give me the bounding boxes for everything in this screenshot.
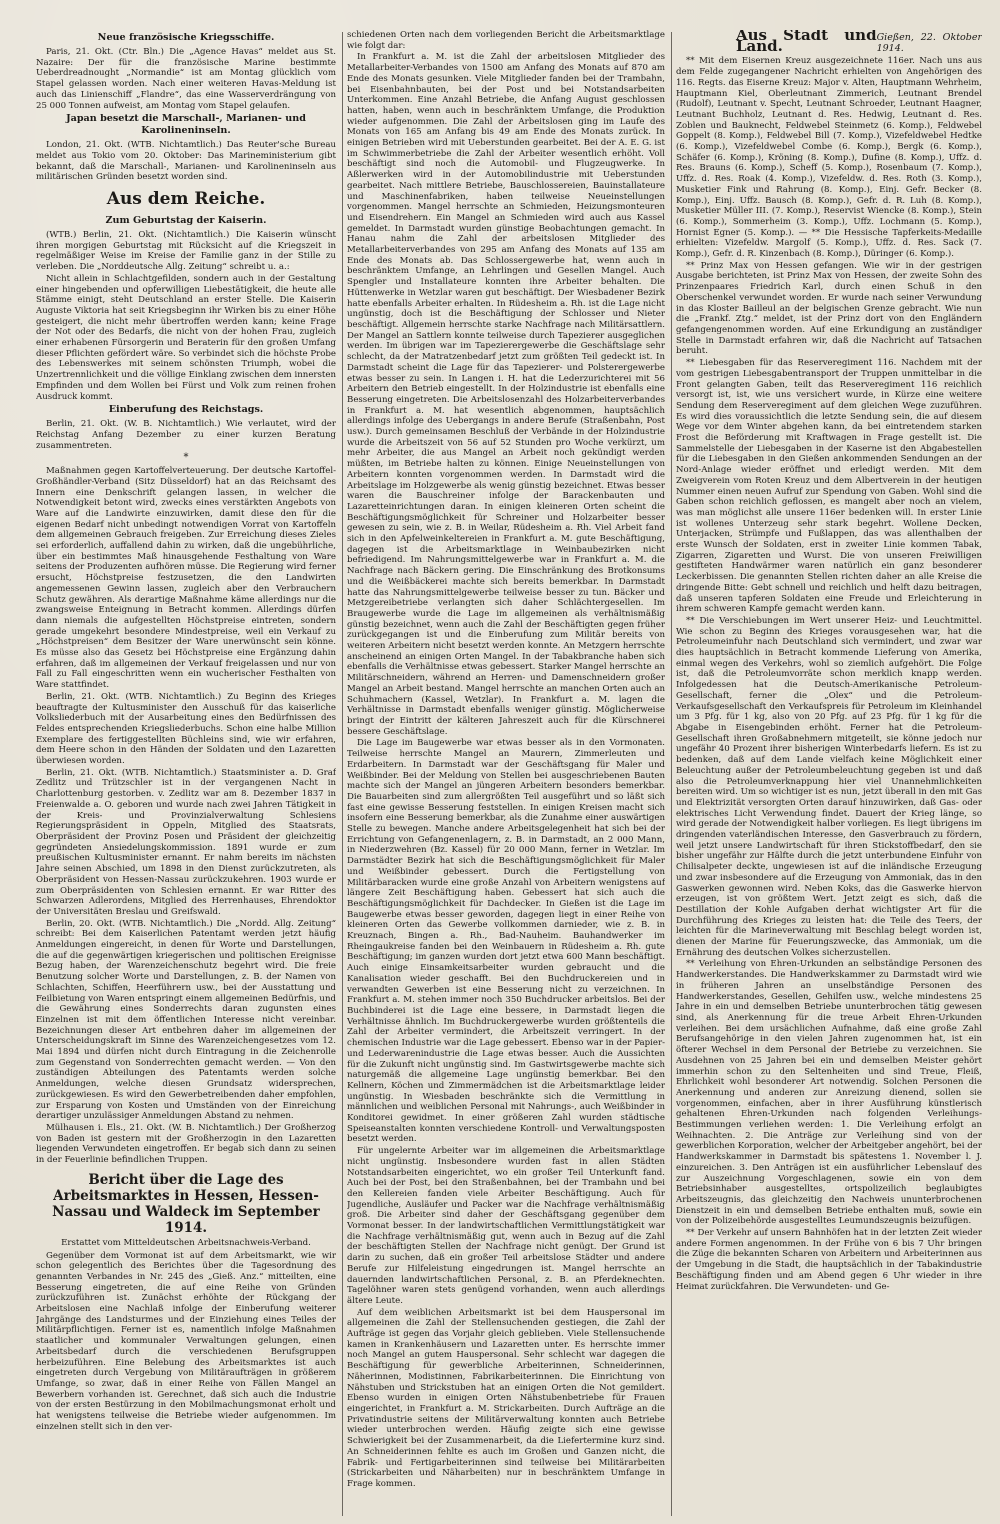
article-prinz-max: ** Prinz Max von Hessen gefangen. Wie wir in der gestrigen Ausgabe berichteten, ist Prinz Max von Hessen, der zweite Sohn des Prinzenpaares Friedrich Karl, durch einen Schuß in den Oberschenkel verwundet worden. Er wurde nach seiner Verwundung in das Kloster Bailleul an der belgischen Grenze gebracht. Wie nun die „Frankf. Ztg.“ meldet, ist der Prinz dort von den Engländern gefangengenommen worden. Auf eine Erkundigung an zuständiger Stelle in Darmstadt erfahren wir, daß die Nachricht auf Tatsachen beruht. <box>676 260 982 357</box>
column-right <box>676 30 982 1520</box>
article-paris: Paris, 21. Okt. (Ctr. Bln.) Die „Agence Havas“ meldet aus St. Nazaire: Der für die französische Marine bestimmte Ueberdreadnought „Normandie“ ist am Montag glücklich vom Stapel gelassen worden. Nach einer weiteren Havas-Meldung ist auch das Linienschiff „Flandre“, das eine Wasserverdrängung von 25 000 Tonnen aufweist, am Montag vom Stapel gelaufen. <box>36 47 336 111</box>
section-title-stadt: Aus Stadt und Land. <box>736 30 877 55</box>
column-middle <box>347 30 665 1520</box>
headline-geburtstag: Zum Geburtstag der Kaiserin. <box>105 215 267 227</box>
column-rule-1 <box>342 32 343 1516</box>
article-berlin-kultus: Berlin, 21. Okt. (WTB. Nichtamtlich.) Zu Beginn des Krieges beauftragte der Kultusminister den Ausschuß für das kaiserliche Volksliederbuch mit der Ausarbeitung eines den Bedürfnissen des Feldes entsprechenden Kriegsliederbuchs. Schon eine halbe Million Exemplare des fertiggestellten Büchleins sind, wie wir erfahren, dem Heere schon in den Händen der Soldaten und den Lazaretten überwiesen worden. <box>36 691 336 767</box>
separator-star: * <box>183 452 189 464</box>
article-ehrenurkunden: ** Verleihung von Ehren-Urkunden an selbständige Personen des Handwerkerstandes. Die Handwerkskammer zu Darmstadt wird wie in früheren Jahren an unselbständige Personen des Handwerkerstandes, Gesellen, Gehilfen usw., welche mindestens 25 Jahre in ein und demselben Betriebe ununterbrochen tätig gewesen sind, als Anerkennung für die treue Arbeit Ehren-Urkunden verleihen. Bei dem ursächlichen Aufnahme, daß eine große Zahl Berufsangehörige in den vielen Jahren zugenommen hat, ist ein öfterer Wechsel in dem Personal der Betriebe zu verzeichnen. Sie Ausdehnen von 25 Jahren bei ein und demselben Meister gehört immerhin schon zu den Seltenheiten und sind Treue, Fleiß, Ehrlichkeit wohl besonderer Art notwendig. Solchen Personen die Anerkennung und anderen zur Anreizung dienend, sollen sie vorgenommen, einfachen, aber in ihrer Ausführung künstlerisch gehaltenen Ehren-Urkunden nach folgenden Verleihungs-Bestimmungen verliehen werden: 1. Die Verleihung erfolgt an Weihnachten. 2. Die Anträge zur Verleihung sind von der gewerblichen Korporation, welcher der Arbeitgeber angehört, bei der Handwerkskammer in Darmstadt bis spätestens 1. November l. J. einzureichen. 3. Den Anträgen ist ein ausführlicher Lebenslauf des zur Auszeichnung Vorgeschlagenen, sowie ein von dem Betriebsinhaber ausgestelltes, ortspolizeilich beglaubigtes Arbeitszeugnis, das gleichzeitig den Nachweis ununterbrochenen Dienstzeit in ein und demselben Betriebe enthalten muß, sowie ein von der Polizeibehörde ausgestelltes Leumundszeugnis beizufügen. <box>676 959 982 1227</box>
column-left <box>36 30 336 1520</box>
dateline: Gießen, 22. Oktober 1914. <box>876 32 982 54</box>
column-rule-2 <box>671 32 672 1516</box>
headline-kriegsschiffe: Neue französische Kriegsschiffe. <box>97 32 275 43</box>
article-eisernes-kreuz: ** Mit dem Eisernen Kreuz ausgezeichnete 116er. Nach uns aus dem Felde zugegangener Nachricht erhielten von Angehörigen des 116. Regts. das Eiserne Kreuz: Major v. Alten, Hauptmann Wehrheim, Hauptmann Kiel, Oberleutnant Zimmerich, Leutnant Brendel (Rudolf), Leutnant v. Specht, Leutnant Schroeder, Leutnant Haagner, Leutnant Buchholz, Leutnant d. Res. Hedwig, Leutnant d. Res. Zoblen und Bauknecht, Feldwebel Steinmetz (6. Komp.), Feldwebel Goppelt (8. Komp.), Feldwebel Bill (7. Komp.), Vizefeldwebel Hedtke (6. Komp.), Vizefeldwebel Combe (6. Komp.), Bergk (6. Komp.), Schäfer (6. Komp.), Kröning (8. Komp.), Dufine (8. Komp.), Uffz. d. Res. Brauns (6. Komp.), Scheff (5. Komp.), Rosenbaum (7. Komp.), Uffz. d. Res. Roak (4. Komp.), Vizefeldw. d. Res. Roth (3. Komp.), Musketier Fink und Rahrung (8. Komp.), Einj. Gefr. Becker (8. Komp.), Einj. Uffz. Bausch (8. Komp.), Gefr. d. R. Luh (8. Komp.), Musketier Müller III. (7. Komp.), Reservist Wiencke (8. Komp.), Stein (6. Komp.), Sommerheim (3. Komp.), Uffz. Lochmann (5. Komp.), Hornist Egner (5. Komp.). — ** Die Hessische Tapferkeits-Medaille erhielten: Vizefeldw. Margolf (5. Komp.), Uffz. d. Res. Sack (7. Komp.), Gefr. d. R. Kinzenbach (8. Komp.), Düringer (6. Komp.). <box>676 56 982 260</box>
headline-japan: Japan besetzt die Marschall-, Marianen- und Karolineninseln. <box>66 113 306 137</box>
article-liebesgaben: ** Liebesgaben für das Reserveregiment 116. Nachdem mit der vom gestrigen Liebesgabentransport der Truppen unmittelbar in die Front gelangten Gaben, teilt das Reserveregiment 116 reichlich versorgt ist, ist, wie uns versichert wurde, in Kürze eine weitere Sendung dem Reserveregiment auf dem gleichen Wege zuzuführen. Es wird dies voraussichtlich die letzte Sendung sein, die auf diesem Wege vor dem Winter abgehen kann, da bei eintretendem starken Frost die Beförderung mit Kraftwagen in Frage gestellt ist. Die Sammelstelle der Liebesgaben in der Kaserne ist den Abgabestellen für die Liebesgaben in den Gießen ankommenden Sendungen an der Nord-Anlage wieder eröffnet und erledigt werden. Mit dem Zweigverein vom Roten Kreuz und dem Albertverein in der heutigen Nummer einen neuen Aufruf zur Spendung von Gaben. Wohl sind die Gaben schon reichlich geflossen, es mangelt aber noch an vielem, was man möglichst alle unsere 116er bedenken will. In erster Linie ist wollenes Unterzeug sehr stark begehrt. Wollene Decken, Unterjacken, Strümpfe und Fußlappen, das was allenthalben der erste Wunsch der Soldaten, erst in zweiter Linie kommen Tabak, Zigarren, Zigaretten und Wurst. Die von unseren Freiwilligen gestifteten Handwärmer waren natürlich ein ganz besonderer Leckerbissen. Die genannten Stellen richten daher an alle Kreise die dringende Bitte: Gebt schnell und reichlich und helft dazu beitragen, daß unseren tapferen Soldaten eine Freude und Erleichterung in ihrem schweren Kampfe gemacht werden kann. <box>676 358 982 615</box>
headline-reichstag: Einberufung des Reichstags. <box>108 404 264 416</box>
article-baugewerbe: Die Lage im Baugewerbe war etwas besser als in den Vormonaten. Teilweise herrschte Mangel an Maurern, Zimmerleuten und Erdarbeitern. In Darmstadt war der Geschäftsgang für Maler und Weißbinder. Bei der Meldung von Stellen bei ausgeschriebenen Bauten machte sich der Mangel an jüngeren Arbeitern besonders bemerkbar. Die Bauarbeiten sind zum allergrößten Teil ausgeführt und so läßt sich fast eine gewisse Besserung feststellen. In einigen Kreisen macht sich insofern eine Besserung bemerkbar, als die Zunahme einer auswärtigen Stelle zu bewegen. Manche andere Arbeitsgelegenheit hat sich bei der Errichtung von Gefangenenlagern, z. B. in Darmstadt, an 2 000 Mann, in Niederzwehren (Bz. Kassel) für 20 000 Mann, ferner in Wetzlar. Im Darmstädter Bezirk hat sich die Beschäftigungsmöglichkeit für Maler und Weißbinder gebessert. Durch die Fertigstellung von Militärbaracken wurde eine große Anzahl von Arbeitern wenigstens auf längere Zeit Beschäftigung haben. Gebessert hat sich auch die Beschäftigungsmöglichkeit für Dachdecker. In Gießen ist die Lage im Baugewerbe etwas besser geworden, dagegen liegt in einer Reihe von kleineren Orten das Gewerbe vollkommen darnieder, wie z. B. in Kreuznach, Bingen a. Rh., Bad-Nauheim. Bauhandwerker im Rheingaukreise fanden bei den Weinbauern in Rüdesheim a. Rh. gute Beschäftigung; im ganzen wurden dort jetzt etwa 600 Mann beschäftigt. Auch einige Einsamkeitsarbeiter wurden gebraucht und die Kanalisation wieder geschafft. Bei den Buchdruckereien und in verwandten Gewerben ist eine Besserung nicht zu verzeichnen. In Frankfurt a. M. stehen immer noch 350 Buchdrucker arbeitslos. Bei der Buchbinderei ist die Lage eine bessere, in Darmstadt liegen die Verhältnisse ähnlich. Im Buchdruckergewerbe wurden größtenteils die Zahl der Arbeiter vermindert, die Arbeitszeit verringert. In der chemischen Industrie war die Lage gebessert. Ebenso war in der Papier- und Lederwarenindustrie die Lage etwas besser. Auch die Aussichten für die Zukunft nicht ungünstig sind. Im Gastwirtsgewerbe machte sich naturgemäß die allgemeine Lage ungünstig bemerkbar. Bei den Kellnern, Köchen und Zimmermädchen ist die Arbeitsmarktlage leider ungünstig. In Wiesbaden beschränkte sich die Vermittlung in männlichen und weiblichen Personal mit Nahrungs-, auch Weißbinder in Konditorei gewidmet. In einer größeren Zahl wurden städtische Speiseanstalten konnten verschiedene Kontroll- und Verwaltungsposten besetzt werden. <box>347 738 665 1145</box>
article-intro-continued: schiedenen Orten nach dem vorliegenden Bericht die Arbeitsmarktlage wie folgt dar: <box>347 30 665 51</box>
article-frankfurt: In Frankfurt a. M. ist die Zahl der arbeitslosen Mitglieder des Metallarbeiter-Verbandes von 1500 am Anfang des Monats auf 870 am Ende des Monats gesunken. Viele Mitglieder fanden bei der Trambahn, bei Eisenbahnbauten, bei der Post und bei Notstandsarbeiten Unterkommen. Eine Anzahl Betriebe, die Anfang August geschlossen hatten, haben, wenn auch in beschränktem Umfange, die Produktion wieder aufgenommen. Die Zahl der Arbeitslosen ging im Laufe des Monats von 165 am Anfang bis 49 am Ende des Monats zurück. In einigen Betrieben wird mit Ueberstunden gearbeitet. Bei der A. E. G. ist im Schwimmerbetriebe die Zahl der Arbeiter wesentlich erhöht. Voll beschäftigt sind noch die Automobil- und Flugzeugwerke. In Aßlerwerken wird in der Automobilindustrie mit Ueberstunden gearbeitet. Nach mittlere Betriebe, Bauschlossereien, Bauinstallateure und Maschinenfabriken, haben teilweise Neueinstellungen vorgenommen. Mangel herrschte an Schmieden, Heizungsmonteuren und Eisendrehern. Ein Mangel an Schmieden wird auch aus Kassel gemeldet. In Darmstadt wurden günstige Beobachtungen gemacht. In Hanau nahm die Zahl der arbeitslosen Mitglieder des Metallarbeiterverbandes von 295 am Anfang des Monats auf 135 am Ende des Monats ab. Das Schlossergewerbe hat, wenn auch in beschränktem Umfange, an Lehrlingen und Gesellen Mangel. Auch Spengler und Installateure konnten ihre Arbeiter behalten. Die Hüttenwerke in Wetzlar waren gut beschäftigt. Der Wiesbadener Bezirk hatte ebenfalls Arbeiter erhalten. In Rüdesheim a. Rh. ist die Lage nicht ungünstig, doch ist die Beschäftigung der Schlosser und Nieter beschäftigt. Allgemein herrschte starke Nachfrage nach Militärsattlern. Der Mangel an Sattlern konnte teilweise durch Tapezierer ausgeglichen werden. Im übrigen war im Tapezierergewerbe die Geschäftslage sehr schlecht, da der Matratzenbedarf jetzt zum größten Teil gedeckt ist. In Darmstadt scheint die Lage für das Tapezierer- und Polsterergewerbe etwas besser zu sein. In Langen i. H. hat die Lederzurichterei mit 56 Arbeitern den Betrieb eingestellt. In der Holzindustrie ist ebenfalls eine Besserung eingetreten. Die Arbeitslosenzahl des Holzarbeiterverbandes in Frankfurt a. M. hat wesentlich abgenommen, hauptsächlich allerdings infolge des Uebergangs in andere Berufe (Straßenbahn, Post usw.). Durch gemeinsamen Beschluß der Verbände in der Holzindustrie wurde die Arbeitszeit von 56 auf 52 Stunden pro Woche verkürzt, um mehr Arbeiter, die aus Mangel an Arbeit noch gekündigt werden müßten, im Betriebe halten zu können. Einige Neueinstellungen von Arbeitern konnten vorgenommen werden. In Darmstadt wird die Arbeitslage im Holzgewerbe als wenig günstig bezeichnet. Etwas besser waren die Bauschreiner infolge der Barackenbauten und Lazaretteinrichtungen daran. In einigen kleineren Orten scheint die Beschäftigungsmöglichkeit für Schreiner und Holzarbeiter besser gewesen zu sein, wie z. B. in Weilar, Rüdesheim a. Rh. Viel Arbeit fand sich in den Apfelweinkeltereien in Frankfurt a. M. gute Beschäftigung, dagegen ist die Arbeitsmarktlage in Weinbaubezirken nicht befriedigend. Im Nahrungsmittelgewerbe war in Frankfurt a. M. die Nachfrage nach Bäckern gering. Die Einschränkung des Brotkonsums und die Weißbäckerei machte sich bereits bemerkbar. In Darmstadt hatte das Nahrungsmittelgewerbe teilweise besser zu tun. Bäcker und Metzgereibetriebe verlangten sich daher Schlächtergesellen. Im Braugewerbe wurde die Lage im allgemeinen als verhältnismäßig günstig bezeichnet, wenn auch die Zahl der Beschäftigten gegen früher zurückgegangen ist und die Einberufung zum Militär bereits von weiteren Arbeitern nicht besetzt werden konnte. An Metzgern herrschte anscheinend an einigen Orten Mangel. In der Tabakbranche haben sich ebenfalls die Verhältnisse etwas gebessert. Starker Mangel herrschte an Militärschneidern, während an Herren- und Damenschneidern großer Mangel an Arbeit bestand. Mangel herrschte an manchen Orten auch an Schuhmachern (Kassel, Wetzlar). In Frankfurt a. M. lagen die Verhältnisse in Darmstadt ebenfalls weniger günstig. Möglicherweise bringt der Eintritt der kälteren Jahreszeit auch für die Kürschnerei bessere Geschäftslage. <box>347 52 665 737</box>
article-bericht: Gegenüber dem Vormonat ist auf dem Arbeitsmarkt, wie wir schon gelegentlich des Berichtes über die Tagesordnung des genannten Verbandes in Nr. 245 des „Gieß. Anz.“ mitteilten, eine Besserung eingetreten, die auf eine Reihe von Gründen zurückzuführen ist. Zunächst erhöhte der Rückgang der Arbeitslosen eine Nachlaß infolge der Einberufung weiterer Jahrgänge des Landsturmes und der Einziehung eines Teiles der Militärpflichtigen. Ferner ist es, namentlich infolge Maßnahmen staatlicher und kommunaler Verwaltungen gelungen, einen Arbeitsbedarf durch die verschiedenen Berufsgruppen herbeizuführen. Eine Belebung des Arbeitsmarktes ist auch eingetreten durch Vergebung von Militäraufträgen in größerem Umfange, so zwar, daß in einer Reihe von Fällen Mangel an Bewerbern vorhanden ist. Gerechnet, daß sich auch die Industrie von der ersten Bestürzung in den Mobilmachungsmonat erholt und hat wenigstens teilweise die Betriebe wieder aufgenommen. Im einzelnen stellt sich in den ver- <box>36 1250 336 1432</box>
article-bahnhof-verkehr: ** Der Verkehr auf unsern Bahnhöfen hat in der letzten Zeit wieder andere Formen angenommen. In der Frühe von 6 bis 7 Uhr bringen die Züge die bekannten Scharen von Arbeitern und Arbeiterinnen aus der Umgebung in die Stadt, die hauptsächlich in der Tabakindustrie Beschäftigung finden und am Abend gegen 6 Uhr wieder in ihre Heimat zurückfahren. Die Verwundeten- und Ge- <box>676 1228 982 1292</box>
article-berlin-patent: Berlin, 20. Okt. (WTB. Nichtamtlich.) Die „Nordd. Allg. Zeitung“ schreibt: Bei dem Kaiserlichen Patentamt werden jetzt häufig Anmeldungen eingereicht, in denen für Worte und Darstellungen, die auf die gegenwärtigen kriegerischen und politischen Ereignisse Bezug haben, der Warenzeichenschutz begehrt wird. Die freie Benutzung solcher Worte und Darstellungen, z. B. der Namen von Schlachten, Schiffen, Heerführern usw., bei der Ausstattung und Feilbietung von Waren entspringt einem allgemeinen Bedürfnis, und die Gewährung eines Sonderrechts daran zugunsten eines Einzelnen ist mit dem öffentlichen Interesse nicht vereinbar. Bezeichnungen dieser Art entbehren daher im allgemeinen der Unterscheidungskraft im Sinne des Warenzeichengesetzes vom 12. Mai 1894 und dürfen nicht durch Eintragung in die Zeichenrolle zum Gegenstand von Sonderrechten gemacht werden. — Von den zuständigen Abteilungen des Patentamts werden solche Anmeldungen, welche diesen Grundsatz widersprechen, zurückgewiesen. Es wird den Gewerbetreibenden daher empfohlen, zur Ersparung von Kosten und Umständen von der Einreichung derartiger unzulässiger Anmeldungen Abstand zu nehmen. <box>36 918 336 1122</box>
article-london: London, 21. Okt. (WTB. Nichtamtlich.) Das Reuter'sche Bureau meldet aus Tokio vom 20. Oktober: Das Marineministerium gibt bekannt, daß die Marschall-, Marianen- und Karolineninseln aus militärischen Gründen besetzt worden sind. <box>36 140 336 183</box>
section-header-stadt <box>676 30 982 54</box>
article-weiblich: Auf dem weiblichen Arbeitsmarkt ist bei dem Hauspersonal im allgemeinen die Zahl der Stellensuchenden gestiegen, die Zahl der Aufträge ist gegen das Vorjahr gleich geblieben. Viele Stellensuchende kamen in Krankenhäusern und Lazaretten unter. Es herrschte immer noch Mangel an gutem Hauspersonal. Sehr schlecht war dagegen die Beschäftigung für gewerbliche Arbeiterinnen, Schneiderinnen, Näherinnen, Modistinnen, Fabrikarbeiterinnen. Die Einrichtung von Nähstuben und Strickstuben hat an einigen Orten die Not gemildert. Ebenso wurden in einigen Orten Nähstubenbetriebe für Frauen eingerichtet, in Frankfurt a. M. Strickarbeiten. Durch Aufträge an die Privatindustrie seitens der Militärverwaltung konnten auch Betriebe wieder unterbrochen werden. Häufig zeigte sich eine gewisse Schwierigkeit bei der Zusammenarbeit, da die Liefertermine kurz sind. An Schneiderinnen fehlte es auch im Großen und Ganzen nicht, die Fabrik- und Fertigarbeiterinnen sind teilweise bei Militärarbeiten (Strickarbeiten und Näharbeiten) nur in beschränktem Umfange in Frage kommen. <box>347 1307 665 1489</box>
article-kaiserin-2: Nicht allein in Schlachtgefilden, sondern auch in der Gestaltung einer hingebenden und opferwilligen Liebestätigkeit, die heute alle Stämme einigt, steht Deutschland an erster Stelle. Die Kaiserin Auguste Viktoria hat seit Kriegsbeginn ihr Wirken bis zu einer Höhe gesteigert, die nicht mehr übertroffen werden kann; keine Frage der Not oder des Bedarfs, die nicht von der hohen Frau, zugleich einer erhabenen Fürsorgerin und Beraterin für den großen Umfang dieser Pflichten gefördert wäre. So verbindet sich die höchste Probe des Lebenswerkes mit seinem schönsten Triumph, wobei die Unzertrennlichkeit und die völlige Einklang zwischen dem innersten Empfinden und dem Wollen bei Fürst und Volk zum reinen frohen Ausdruck kommt. <box>36 273 336 402</box>
article-kartoffel: Maßnahmen gegen Kartoffelverteuerung. Der deutsche Kartoffel-Großhändler-Verband (Sitz Düsseldorf) hat an das Reichsamt des Innern eine Denkschrift gelangen lassen, in welcher die Notwendigkeit betont wird, zwecks eines verstärkten Angebots von Ware auf die Landwirte einzuwirken, damit diese den für die eigenen Bedarf nicht unbedingt notwendigen Vorrat von Kartoffeln dem allgemeinen Gebrauch freigeben. Zur Erreichung dieses Zieles sei erforderlich, auffallend dahin zu wirken, daß die ungebührliche, über ein bestimmtes Maß hinausgehende Festhaltung von Ware seitens der Produzenten aufhören müsse. Die Regierung wird ferner ersucht, Höchstpreise festzusetzen, die den Landwirten angemessenen Gewinn lassen, zugleich aber den Verbrauchern Schutz gewähren. Als derartige Maßnahme käme allerdings nur die zwangsweise Enteignung in Betracht kommen. Allerdings dürfen dann niemals die aufgestellten Höchstpreise eintreten, sondern gerade umgekehrt besondere Mindestpreise, weil ein Verkauf zu „Höchstpreisen“ dem Besitzer der Ware unerwünscht sein könne. Es müsse also das Gesetz bei Höchstpreise eine Ergänzung dahin erfahren, daß im allgemeinen der Verkauf freigelassen und nur von Fall zu Fall eingeschritten wenn ein wucherischer Festhalten von Ware stattfindet. <box>36 466 336 691</box>
article-heizmittel: ** Die Verschiebungen im Wert unserer Heiz- und Leuchtmittel. Wie schon zu Beginn des Krieges vorausgesehen war, hat die Petroleumeinfuhr nach Deutschland sich vermindert, und zwar war dies hauptsächlich in Betracht kommende Lieferung von Amerika, einmal wegen des Verkehrs, wohl so ziemlich aufgehört. Die Folge ist, daß die Petroleumvorräte schon merklich knapp werden. Infolgedessen hat die Deutsch-Amerikanische Petroleum-Gesellschaft, ferner die „Olex“ und die Petroleum-Verkaufsgesellschaft den Verkaufspreis für Petroleum im Kleinhandel um 3 Pfg. für 1 kg, also von 20 Pfg. auf 23 Pfg. für 1 kg für die Abgabe in Eisengebinden erhöht. Ferner hat die Petroleum-Gesellschaft ihren Großabnehmern mitgeteilt, sie könne jedoch nur ungefähr 40 Prozent ihrer bisherigen Winterbedarfs liefern. Es ist zu bedenken, daß auf dem Lande vielfach keine Möglichkeit einer Beleuchtung außer der Petroleumbeleuchtung gegeben ist und daß also die Petroleumverknappung hier viel Unannehmlichkeiten bereiten wird. Um so wichtiger ist es nun, jetzt überall in den mit Gas und Elektrizität versorgten Orten darauf hinzuwirken, daß Gas- oder elektrisches Licht Verwendung findet. Dauert der Krieg länge, so wird gerade der Notwendigkeit halber vorliegen. Es liegt übrigens im dringenden vaterländischen Interesse, den Gasverbrauch zu fördern, weil jetzt unsere Landwirtschaft für ihren Stickstoffbedarf, den sie bisher ungefähr zur Hälfte durch die jetzt unterbundene Einfuhr von Chilisalpeter deckte, ungewiesen ist auf die inländische Erzeugung und zwar insbesondere auf die Erzeugung von Ammoniak, das in den Gaswerken gewonnen wird. Neben Koks, das die Gaswerke hiervon erzeugen, ist von größtem Wert. Jetzt zeigt es sich, daß die Destillation der Kohle Aufgaben derhat wichtigster Art für die Durchführung des Krieges zu leisten hat: die Teile des Teers, der leichten für die Marineverwaltung mit Beschlag belegt worden ist, dienen der Marine für Feuerungszwecke, das Ammoniak, um die Ernährung des deutschen Volkes sicherzustellen. <box>676 615 982 958</box>
article-ungelernt: Für ungelernte Arbeiter war im allgemeinen die Arbeitsmarktlage nicht ungünstig. Insbesondere wurden fast in allen Städten Notstandsarbeiten eingerichtet, wo ein großer Teil Unterkunft fand. Auch bei der Post, bei den Straßenbahnen, bei der Trambahn und bei den Kellereien fanden viele Arbeiter Beschäftigung. Auch für Jugendliche, Ausläufer und Packer war die Nachfrage verhältnismäßig groß. Die Arbeiter sind daher der Geschäftsgang gegenüber dem Vormonat besser. In der landwirtschaftlichen Vermittlungstätigkeit war die Nachfrage verhältnismäßig gut, wenn auch in Bezug auf die Zahl der beschäftigten Stellen der Nachfrage nicht genügt. Der Grund ist darin zu suchen, daß ein großer Teil arbeitslose Städter und andere Berufe zur Hilfeleistung eingedrungen ist. Mangel herrschte an dauernden landwirtschaftlichen Personal, z. B. an Pferdeknechten. Tagelöhner waren stets genügend vorhanden, wenn auch allerdings ältere Leute. <box>347 1146 665 1306</box>
section-title-reiche: Aus dem Reiche. <box>106 189 266 210</box>
headline-bericht: Bericht über die Lage des Arbeitsmarktes in Hessen, Hessen-Nassau und Waldeck im September 1914. <box>52 1171 320 1236</box>
article-kaiserin-1: (WTB.) Berlin, 21. Okt. (Nichtamtlich.) Die Kaiserin wünscht ihren morgigen Geburtstag mit Rücksicht auf die Kriegszeit in regelmäßiger Weise im Kreise der Familie ganz in der Stille zu verleben. Die „Norddeutsche Allg. Zeitung“ schreibt u. a.: <box>36 230 336 273</box>
article-berlin-zedlitz: Berlin, 21. Okt. (WTB. Nichtamtlich.) Staatsminister a. D. Graf Zedlitz und Trützschler ist in der vergangenen Nacht in Charlottenburg gestorben. v. Zedlitz war am 8. Dezember 1837 in Freienwalde a. O. geboren und wurde nach zwei Jahren Tätigkeit in der Kreis- und Provinzialverwaltung Schlesiens Regierungspräsident in Oppeln, Mitglied des Staatsrats, Oberpräsident der Provinz Posen und Präsident der gleichzeitig gegründeten Ansiedelungskommission. 1891 wurde er zum preußischen Kultusminister ernannt. Er nahm bereits im nächsten Jahre seinen Abschied, um 1898 in den Dienst zurückzutreten, als Oberpräsident von Hessen-Nassau zurückzukehren. 1903 wurde er zum Oberpräsidenten von Schlesien ernannt. Er war Ritter des Schwarzen Adlerordens, Mitglied des Herrenhauses, Ehrendoktor der Universitäten Breslau und Greifswald. <box>36 767 336 917</box>
subheadline-bericht: Erstattet vom Mitteldeutschen Arbeitsnachweis-Verband. <box>61 1237 311 1248</box>
article-reichstag: Berlin, 21. Okt. (W. B. Nichtamtlich.) Wie verlautet, wird der Reichstag Anfang Dezember zu einer kurzen Beratung zusammentreten. <box>36 419 336 451</box>
article-muelhausen: Mülhausen i. Els., 21. Okt. (W. B. Nichtamtlich.) Der Großherzog von Baden ist gestern mit der Großherzogin in den Lazaretten liegenden Verwundeten eingetroffen. Er begab sich dann zu seinen in der Feuerlinie befindlichen Truppen. <box>36 1122 336 1166</box>
